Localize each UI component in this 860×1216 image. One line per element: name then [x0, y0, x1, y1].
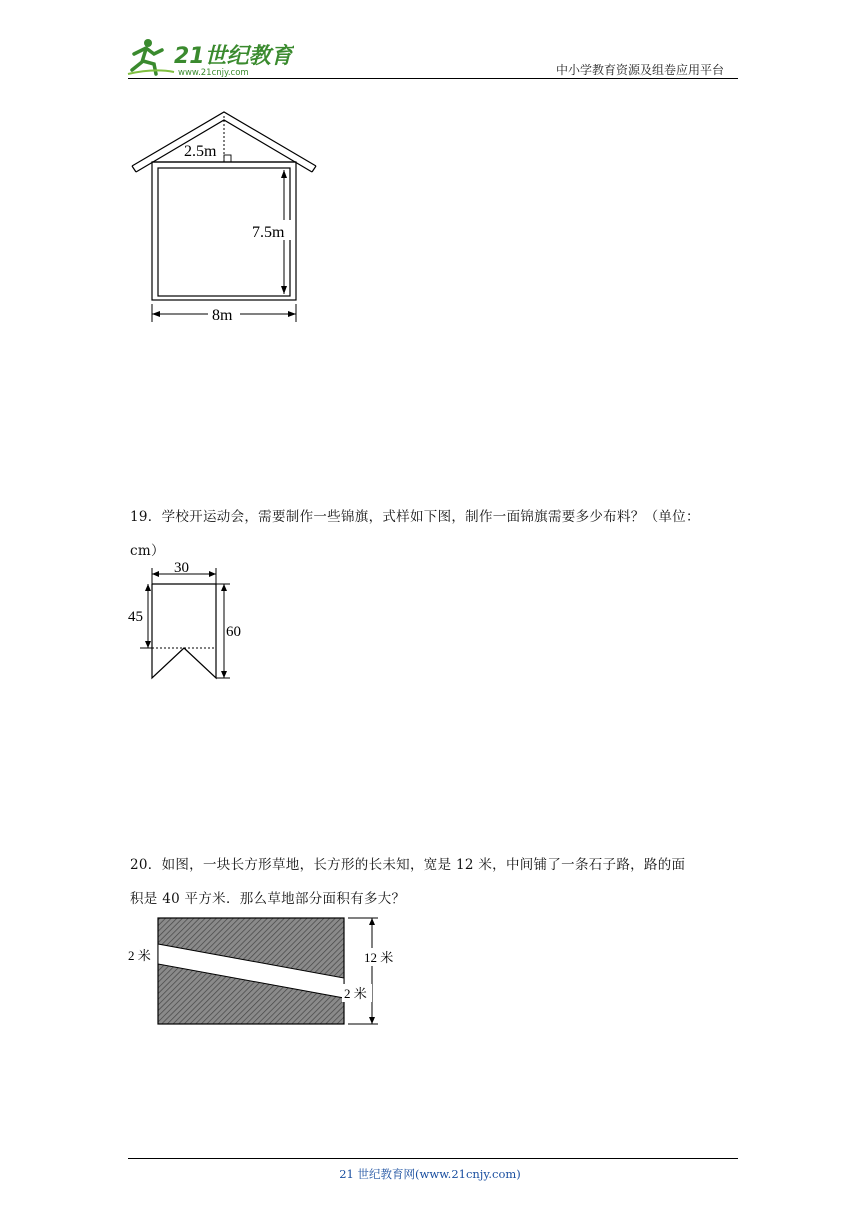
road-right-label: 2 米 [344, 986, 367, 1001]
footer-divider [128, 1158, 738, 1159]
wall-height-label: 7.5m [252, 224, 285, 241]
pennant-width-label: 30 [174, 560, 189, 576]
footer-text: 21 世纪教育网(www.21cnjy.com) [339, 1167, 521, 1181]
runner-icon [128, 39, 174, 74]
header-divider [128, 78, 738, 79]
width-label: 8m [212, 307, 233, 324]
site-logo [124, 34, 294, 78]
roof-height-label: 2.5m [184, 143, 217, 160]
pennant-figure [126, 560, 256, 685]
platform-title: 中小学教育资源及组卷应用平台 [555, 63, 724, 77]
pennant-left-label: 45 [128, 609, 143, 625]
q19-text-line1: 19．学校开运动会，需要制作一些锦旗，式样如下图，制作一面锦旗需要多少布料？（单位： [130, 509, 700, 525]
logo-text: 21世纪教育 [174, 44, 293, 69]
pennant-right-label: 60 [226, 624, 241, 640]
lawn-height-label: 12 米 [364, 950, 394, 965]
road-left-label: 2 米 [128, 948, 151, 963]
lawn-figure [126, 912, 416, 1032]
q20-text-line2: 积是 40 平方米．那么草地部分面积有多大？ [130, 891, 406, 907]
house-figure [126, 108, 326, 328]
logo-url: www.21cnjy.com [178, 68, 249, 78]
q19-text-line2: cm） [130, 543, 165, 559]
q20-text-line1: 20．如图，一块长方形草地，长方形的长未知，宽是 12 米，中间铺了一条石子路，路的面 [130, 857, 686, 873]
